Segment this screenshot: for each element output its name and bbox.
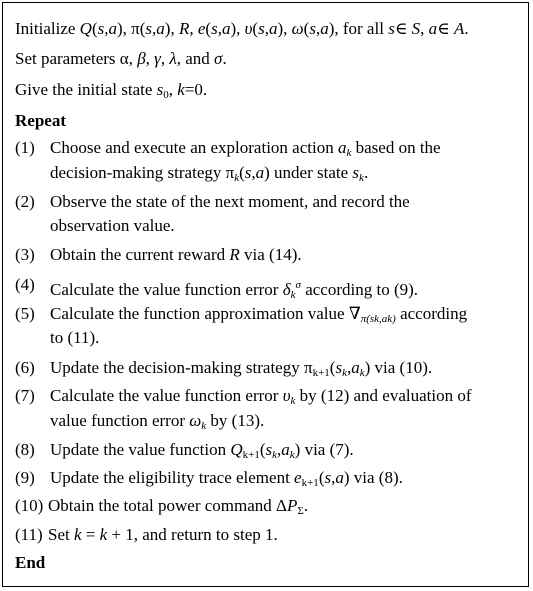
text-fragment: a: [108, 19, 117, 38]
text-fragment: ,: [277, 440, 282, 459]
step-text: [50, 440, 354, 465]
text-fragment: δ: [282, 280, 291, 299]
text-fragment: Give the initial state: [15, 80, 157, 99]
text-fragment: .: [363, 163, 369, 182]
text-fragment: R: [229, 245, 240, 264]
step-text: [50, 411, 264, 436]
text-fragment: ) via (10).: [364, 358, 433, 377]
init-line: [15, 19, 469, 39]
step-number: (9): [15, 468, 35, 487]
text-fragment: to (11).: [50, 328, 100, 347]
text-fragment: k+1: [242, 449, 260, 461]
text-fragment: s: [145, 19, 153, 38]
text-fragment: Obtain the total power command Δ: [48, 496, 287, 515]
text-fragment: ) via (7).: [294, 440, 354, 459]
step-text: [48, 525, 278, 545]
text-fragment: k+1: [301, 477, 319, 489]
step-text: [50, 245, 302, 265]
text-fragment: ),: [230, 19, 245, 38]
text-fragment: , and: [176, 49, 215, 68]
end-label: End: [15, 553, 46, 572]
text-fragment: s: [156, 80, 164, 99]
text-fragment: ,: [152, 19, 157, 38]
text-fragment: Update the decision-making strategy π: [50, 358, 313, 377]
text-fragment: ,: [264, 19, 269, 38]
step-number: (7): [15, 386, 35, 405]
step-number: (2): [15, 192, 35, 211]
text-fragment: s: [244, 163, 252, 182]
step-number: (6): [15, 358, 35, 377]
text-fragment: ω: [291, 19, 304, 38]
text-fragment: (: [329, 358, 336, 377]
text-fragment: by (12) and evaluation of: [295, 386, 472, 405]
text-fragment: (: [259, 440, 266, 459]
text-fragment: Calculate the value function error: [50, 386, 283, 405]
text-fragment: Q: [79, 19, 92, 38]
text-fragment: ,: [145, 49, 155, 68]
text-fragment: (: [252, 19, 259, 38]
text-fragment: s: [352, 163, 360, 182]
text-fragment: ,: [168, 80, 178, 99]
text-fragment: Choose and execute an exploration action: [50, 138, 338, 157]
text-fragment: s: [335, 358, 343, 377]
text-fragment: ),: [277, 19, 292, 38]
step-text: [50, 468, 403, 493]
step-number: (1): [15, 138, 35, 157]
step-text: [48, 496, 308, 521]
text-fragment: by (13).: [206, 411, 265, 430]
text-fragment: Set parameters α,: [15, 49, 138, 68]
text-fragment: ,: [189, 19, 198, 38]
repeat-label: Repeat: [15, 111, 66, 130]
text-fragment: e: [294, 468, 302, 487]
text-fragment: .: [464, 19, 469, 38]
text-fragment: k: [342, 367, 347, 379]
text-fragment: .: [303, 496, 309, 515]
text-fragment: ∈: [394, 19, 412, 38]
text-fragment: ,: [315, 19, 321, 38]
text-fragment: Q: [230, 440, 243, 459]
text-fragment: k: [289, 449, 295, 461]
text-fragment: k: [290, 289, 296, 301]
text-fragment: Initialize: [15, 19, 80, 38]
text-fragment: P: [286, 496, 298, 515]
step-text: [50, 275, 418, 305]
step-number: (8): [15, 440, 35, 459]
text-fragment: γ: [154, 49, 161, 68]
text-fragment: a: [428, 19, 438, 38]
text-fragment: k: [359, 172, 364, 184]
text-fragment: k: [99, 525, 108, 544]
text-fragment: a: [156, 19, 165, 38]
text-fragment: υ: [244, 19, 253, 38]
text-fragment: based on the: [351, 138, 441, 157]
step-number: (3): [15, 245, 35, 264]
text-fragment: (: [91, 19, 98, 38]
text-fragment: k: [346, 147, 352, 159]
text-fragment: R: [178, 19, 190, 38]
text-fragment: a: [335, 468, 344, 487]
text-fragment: k: [177, 80, 185, 99]
step-text: [50, 192, 410, 212]
text-fragment: (: [205, 19, 212, 38]
text-fragment: e: [197, 19, 206, 38]
text-fragment: =0.: [184, 80, 208, 99]
text-fragment: (: [239, 163, 245, 182]
text-fragment: value function error: [50, 411, 190, 430]
text-fragment: a: [221, 19, 231, 38]
text-fragment: ) via (8).: [343, 468, 403, 487]
text-fragment: π(sk,ak): [360, 313, 396, 325]
text-fragment: Calculate the value function error: [50, 280, 283, 299]
step-text: [50, 304, 467, 329]
text-fragment: ,: [420, 19, 429, 38]
text-fragment: ,: [251, 163, 256, 182]
text-fragment: Set: [48, 525, 74, 544]
step-text: [50, 358, 432, 383]
text-fragment: according to (9).: [300, 280, 419, 299]
text-fragment: ), π(: [117, 19, 146, 38]
text-fragment: s: [211, 19, 218, 38]
text-fragment: s: [309, 19, 316, 38]
text-fragment: a: [268, 19, 278, 38]
text-fragment: + 1, and return to step 1.: [107, 525, 278, 544]
step-text: [50, 216, 175, 236]
text-fragment: σ: [214, 49, 223, 68]
text-fragment: decision-making strategy π: [50, 163, 235, 182]
text-fragment: ,: [160, 49, 170, 68]
text-fragment: Σ: [297, 505, 304, 517]
text-fragment: a: [320, 19, 329, 38]
text-fragment: (: [318, 468, 325, 487]
step-number: (10): [15, 496, 44, 515]
text-fragment: S: [411, 19, 421, 38]
step-number: (5): [15, 304, 35, 323]
text-fragment: s: [324, 468, 332, 487]
text-fragment: ,: [217, 19, 222, 38]
text-fragment: 0: [163, 89, 169, 101]
text-fragment: a: [255, 163, 265, 182]
text-fragment: ∈: [437, 19, 454, 38]
text-fragment: β: [137, 49, 146, 68]
text-fragment: k: [290, 395, 296, 407]
text-fragment: observation value.: [50, 216, 175, 235]
text-fragment: λ: [169, 49, 177, 68]
step-number: (4): [15, 275, 35, 294]
step-text: [50, 163, 368, 188]
text-fragment: Observe the state of the next moment, and record the: [50, 192, 410, 211]
text-fragment: ), for all: [328, 19, 389, 38]
text-fragment: =: [81, 525, 100, 544]
text-fragment: ω: [189, 411, 202, 430]
text-fragment: .: [222, 49, 227, 68]
text-fragment: A: [454, 19, 465, 38]
text-fragment: k: [359, 367, 365, 379]
text-fragment: σ: [295, 279, 301, 291]
text-fragment: ,: [346, 358, 352, 377]
algorithm-box: [2, 2, 529, 587]
text-fragment: k+1: [312, 367, 330, 379]
text-fragment: Obtain the current reward: [50, 245, 230, 264]
text-fragment: Update the eligibility trace element: [50, 468, 295, 487]
text-fragment: Calculate the function approximation value ∇: [50, 304, 361, 323]
text-fragment: a: [351, 358, 360, 377]
step-number: (11): [15, 525, 43, 544]
text-fragment: ) under state: [264, 163, 353, 182]
step-text: [50, 328, 99, 348]
text-fragment: via (14).: [239, 245, 302, 264]
text-fragment: ,: [331, 468, 336, 487]
text-fragment: ),: [164, 19, 179, 38]
text-fragment: s: [97, 19, 105, 38]
text-fragment: s: [258, 19, 265, 38]
text-fragment: k: [201, 420, 207, 432]
params-line: [15, 49, 227, 69]
step-text: [50, 138, 441, 163]
initial-state-line: [15, 80, 207, 105]
text-fragment: k: [272, 449, 278, 461]
text-fragment: k: [73, 525, 82, 544]
text-fragment: s: [265, 440, 273, 459]
text-fragment: according: [395, 304, 468, 323]
text-fragment: k: [234, 172, 240, 184]
text-fragment: (: [303, 19, 310, 38]
text-fragment: a: [281, 440, 290, 459]
text-fragment: a: [337, 138, 347, 157]
text-fragment: ,: [104, 19, 109, 38]
step-text: [50, 386, 472, 411]
text-fragment: s: [388, 19, 395, 38]
text-fragment: υ: [282, 386, 291, 405]
text-fragment: Update the value function: [50, 440, 231, 459]
